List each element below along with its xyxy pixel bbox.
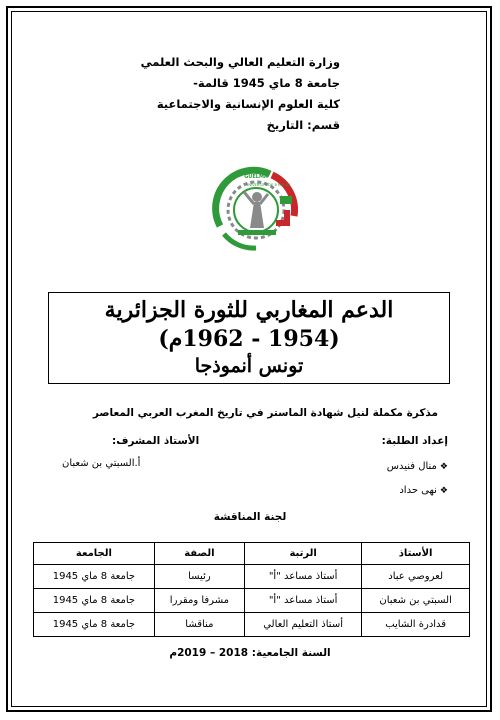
- table-cell: مشرفا ومقررا: [154, 589, 244, 613]
- ministry-name: وزارة التعليم العالي والبحث العلمي: [140, 55, 340, 69]
- column-header: الأستاذ: [362, 543, 470, 565]
- faculty-name: كلية العلوم الإنسانية والاجتماعية: [156, 97, 340, 111]
- students-label: إعداد الطلبة:: [381, 435, 448, 447]
- department-name: قسم: التاريخ: [266, 118, 340, 132]
- thesis-title-line2: (1954 - 1962م): [158, 326, 340, 352]
- table-cell: جامعة 8 ماي 1945: [34, 565, 155, 589]
- bullet-diamond-icon: ❖: [439, 462, 448, 472]
- thesis-title-line1: الدعم المغاربي للثورة الجزائرية: [104, 297, 394, 323]
- table-cell: رئيسا: [154, 565, 244, 589]
- table-row: [34, 565, 470, 589]
- institution-header: [141, 52, 340, 136]
- student-item: [387, 461, 448, 472]
- university-name: جامعة 8 ماي 1945 قالمة-: [193, 76, 340, 90]
- table-cell: لعروصي عباد: [362, 565, 470, 589]
- table-cell: جامعة 8 ماي 1945: [34, 613, 155, 637]
- bullet-diamond-icon: ❖: [439, 486, 448, 496]
- student-name: نهى حداد: [399, 485, 437, 496]
- table-header-row: [34, 543, 470, 565]
- table-row: [34, 613, 470, 637]
- table-cell: أستاذ مساعد "أ": [244, 589, 361, 613]
- memo-description: مذكرة مكملة لنيل شهادة الماستر في تاريخ المغرب العربي المعاصر: [92, 407, 438, 419]
- column-header: الرتبة: [244, 543, 361, 565]
- table-cell: قدادرة الشايب: [362, 613, 470, 637]
- table-row: [34, 589, 470, 613]
- supervisor-name: أ.السبتي بن شعبان: [62, 458, 141, 469]
- table-cell: مناقشا: [154, 613, 244, 637]
- table-cell: أستاذ مساعد "أ": [244, 565, 361, 589]
- column-header: الصفة: [154, 543, 244, 565]
- student-name: منال فنيدس: [386, 461, 437, 472]
- university-logo: [210, 166, 302, 252]
- table-cell: السبتي بن شعبان: [362, 589, 470, 613]
- student-item: [399, 485, 448, 496]
- committee-table: [33, 542, 470, 637]
- logo-text-top: GUELMA: [244, 174, 268, 180]
- thesis-title-line3: تونس أنموذجا: [194, 355, 304, 377]
- thesis-title-box: [48, 292, 450, 384]
- academic-year: السنة الجامعية: 2018 – 2019م: [169, 647, 331, 659]
- table-cell: أستاذ التعليم العالي: [244, 613, 361, 637]
- table-cell: جامعة 8 ماي 1945: [34, 589, 155, 613]
- column-header: الجامعة: [34, 543, 155, 565]
- supervisor-label: الأستاذ المشرف:: [112, 435, 200, 447]
- logo-text-ring: UNIVERSITE DE 8 MAI 45: [245, 183, 291, 187]
- committee-title: لجنة المناقشة: [213, 511, 287, 523]
